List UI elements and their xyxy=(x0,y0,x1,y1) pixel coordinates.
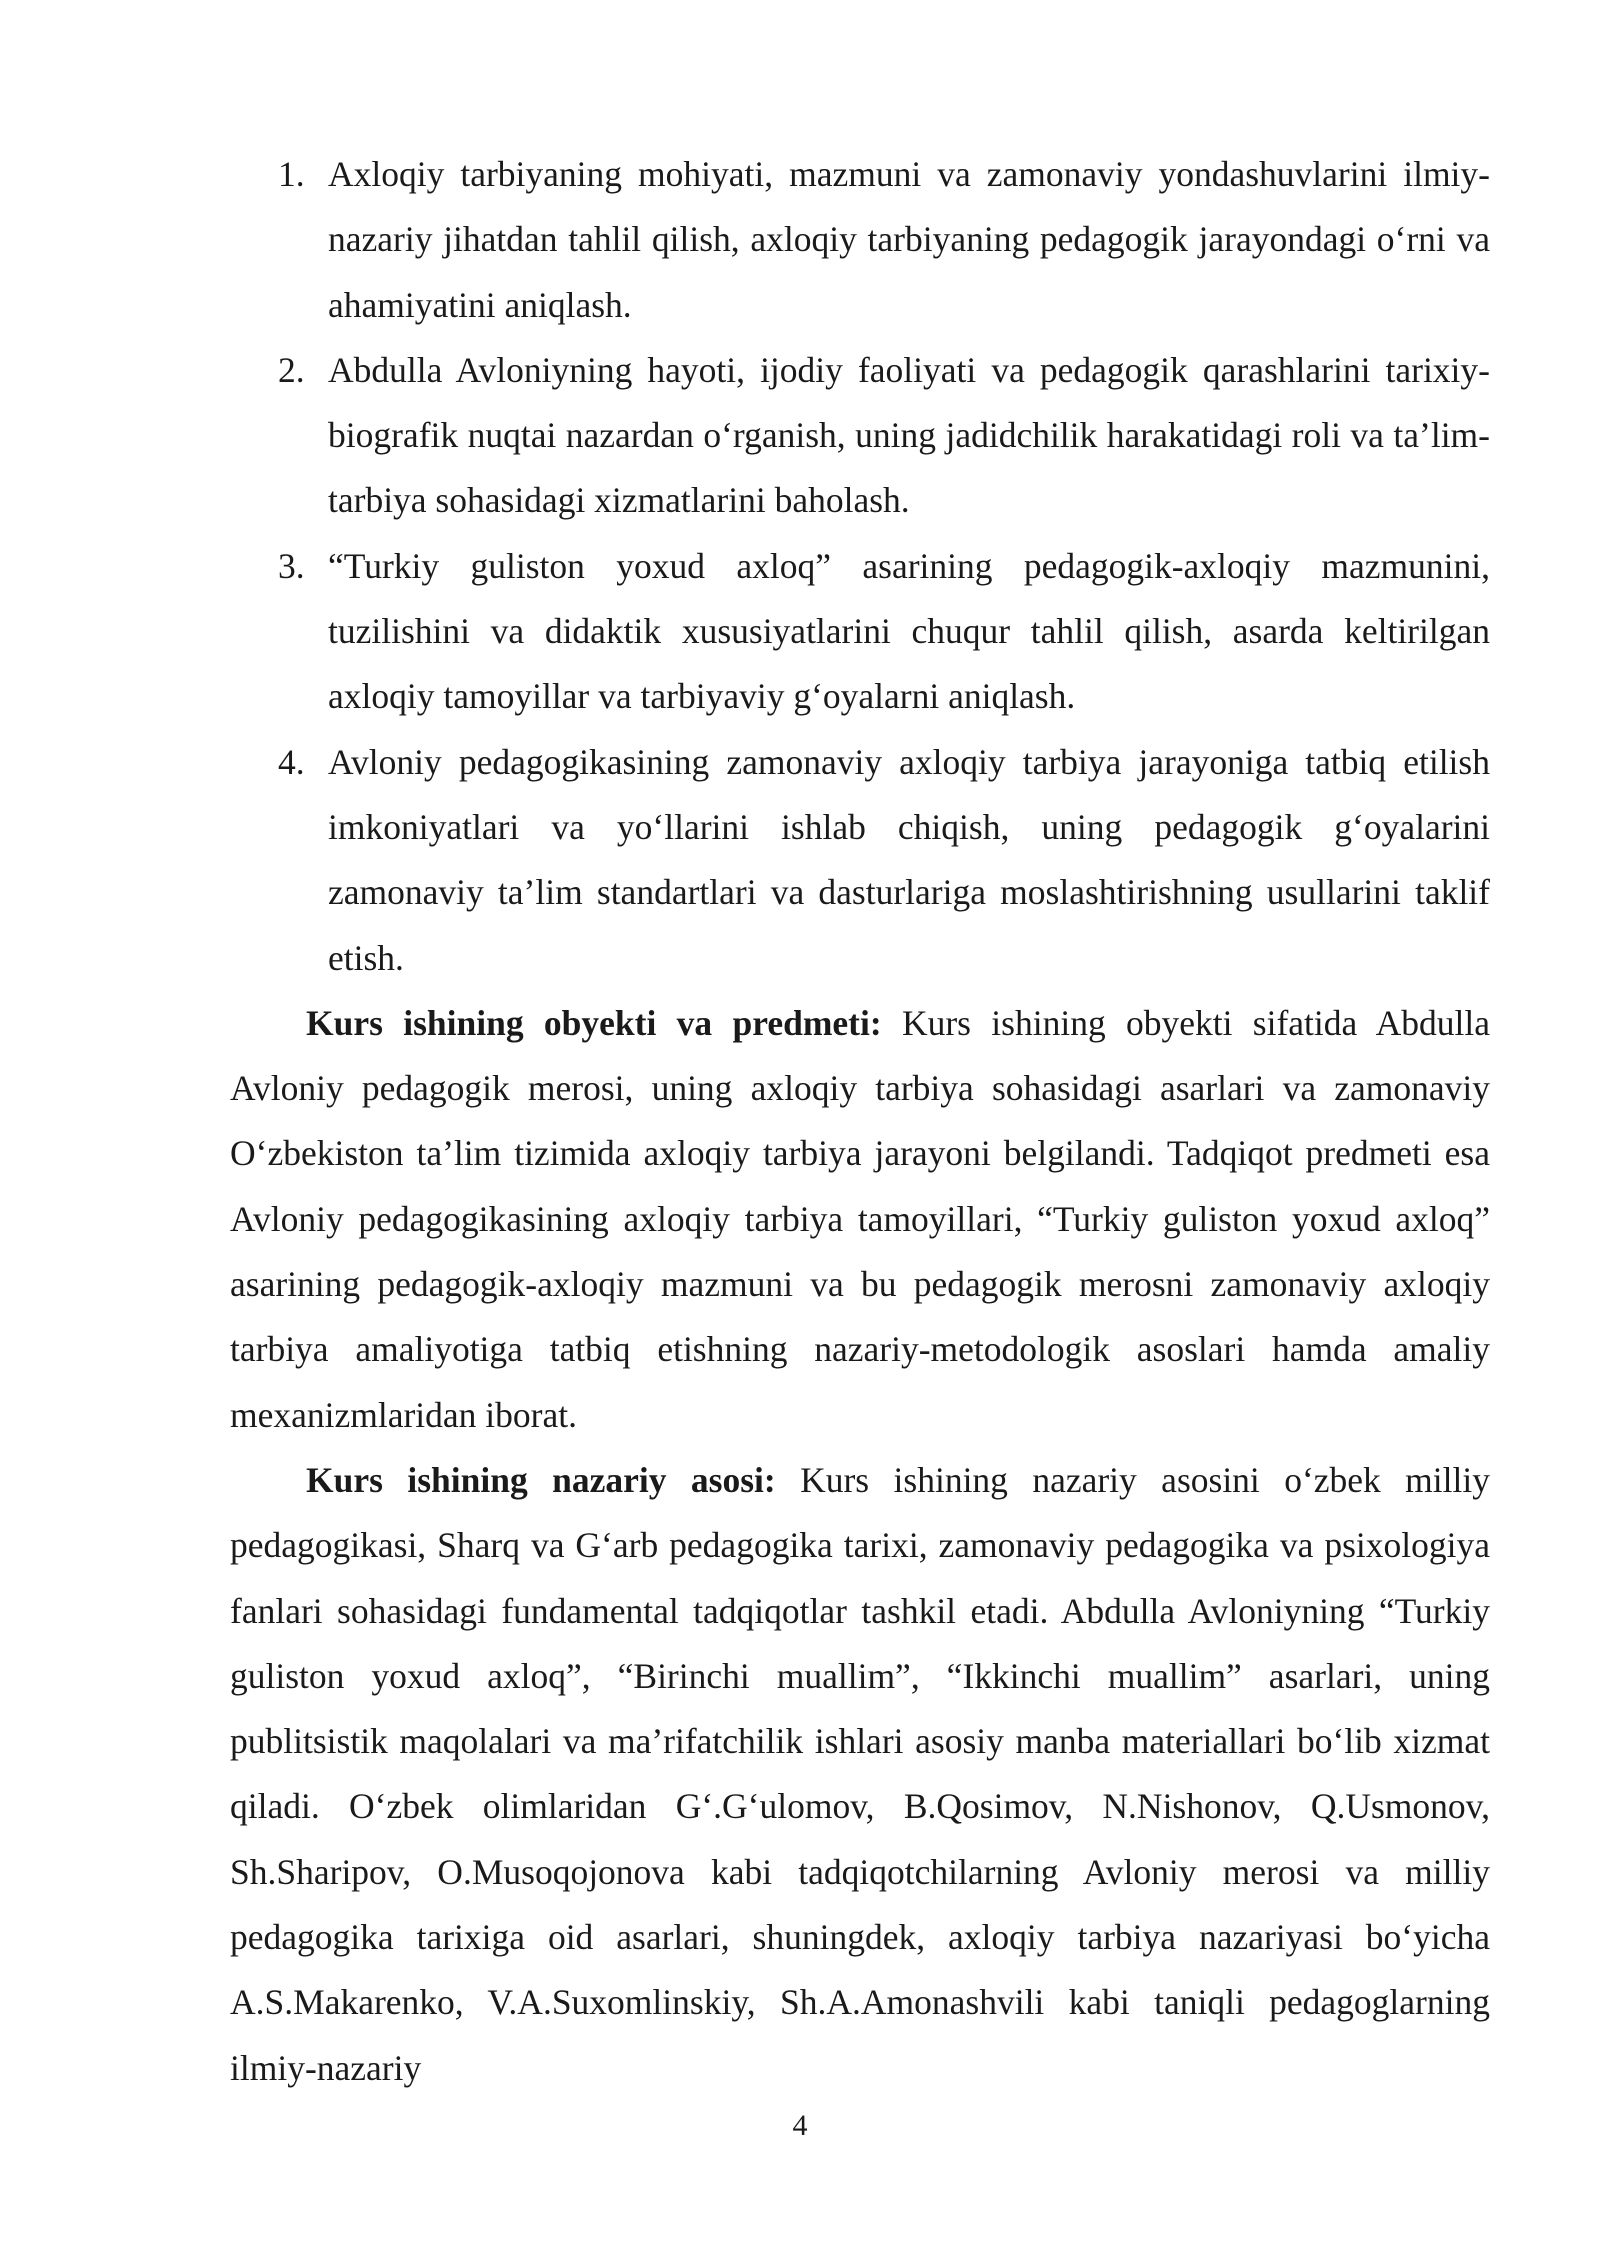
list-item xyxy=(230,534,1490,730)
list-item-text: Abdulla Avloniyning hayoti, ijodiy faoliyati va pedagogik qarashlarini tarixiy-biografik nuqtai nazardan o‘rganish, uning jadidchilik harakatidagi roli va ta’lim-tarbiya sohasidagi xizmatlarini baholash. xyxy=(328,349,1490,521)
list-item-number: 3. xyxy=(278,545,305,586)
object-heading: Kurs ishining obyekti va predmeti: xyxy=(306,1002,882,1043)
object-text: Kurs ishining obyekti sifatida Abdulla Avloniy pedagogik merosi, uning axloqiy tarbiya sohasidagi asarlari va zamonaviy O‘zbekiston ta’lim tizimida axloqiy tarbiya jarayoni belgilandi. Tadqiqot predmeti esa Avloniy pedagogikasining axloqiy tarbiya tamoyillari, “Turkiy guliston yoxud axloq” asarining pedagogik-axloqiy mazmuni va bu pedagogik merosni zamonaviy axloqiy tarbiya amaliyotiga tatbiq etishning nazariy-metodologik asoslari hamda amaliy mexanizmlaridan iborat. xyxy=(230,1002,1491,1435)
theory-paragraph xyxy=(230,1448,1490,2101)
list-item-number: 4. xyxy=(278,741,305,782)
list-item-text: Axloqiy tarbiyaning mohiyati, mazmuni va zamonaviy yondashuvlarini ilmiy-nazariy jihatdan tahlil qilish, axloqiy tarbiyaning pedagogik jarayondagi o‘rni va ahamiyatini aniqlash. xyxy=(328,154,1490,325)
theory-text: Kurs ishining nazariy asosini o‘zbek milliy pedagogikasi, Sharq va G‘arb pedagogika tarixi, zamonaviy pedagogika va psixologiya fanlari sohasidagi fundamental tadqiqotlar tashkil etadi. Abdulla Avloniyning “Turkiy guliston yoxud axloq”, “Birinchi muallim”, “Ikkinchi muallim” asarlari, uning publitsistik maqolalari va ma’rifatchilik ishlari asosiy manba materiallari bo‘lib xizmat qiladi. O‘zbek olimlaridan G‘.G‘ulomov, B.Qosimov, N.Nishonov, Q.Usmonov, Sh.Sharipov, O.Musoqojonova kabi tadqiqotchilarning Avloniy merosi va milliy pedagogika tarixiga oid asarlari, shuningdek, axloqiy tarbiya nazariyasi bo‘yicha A.S.Makarenko, V.A.Suxomlinskiy, Sh.A.Amonashvili kabi taniqli pedagoglarning ilmiy-nazariy xyxy=(230,1459,1490,2088)
object-paragraph xyxy=(230,991,1490,1448)
list-item-number: 1. xyxy=(278,154,305,194)
theory-heading: Kurs ishining nazariy asosi: xyxy=(306,1459,776,1500)
list-item-text: Avloniy pedagogikasining zamonaviy axloqiy tarbiya jarayoniga tatbiq etilish imkoniyatlari va yo‘llarini ishlab chiqish, uning pedagogik g‘oyalarini zamonaviy ta’lim standartlari va dasturlariga moslashtirishning usullarini taklif etish. xyxy=(328,741,1490,978)
list-item xyxy=(230,142,1490,338)
list-item-text: “Turkiy guliston yoxud axloq” asarining pedagogik-axloqiy mazmunini, tuzilishini va didaktik xususiyatlarini chuqur tahlil qilish, asarda keltirilgan axloqiy tamoyillar va tarbiyaviy g‘oyalarni aniqlash. xyxy=(328,545,1490,717)
list-item xyxy=(230,730,1490,991)
task-list xyxy=(230,142,1490,991)
document-page xyxy=(230,142,1490,2101)
list-item-number: 2. xyxy=(278,349,305,390)
list-item xyxy=(230,338,1490,534)
page-number: 4 xyxy=(792,2109,808,2142)
